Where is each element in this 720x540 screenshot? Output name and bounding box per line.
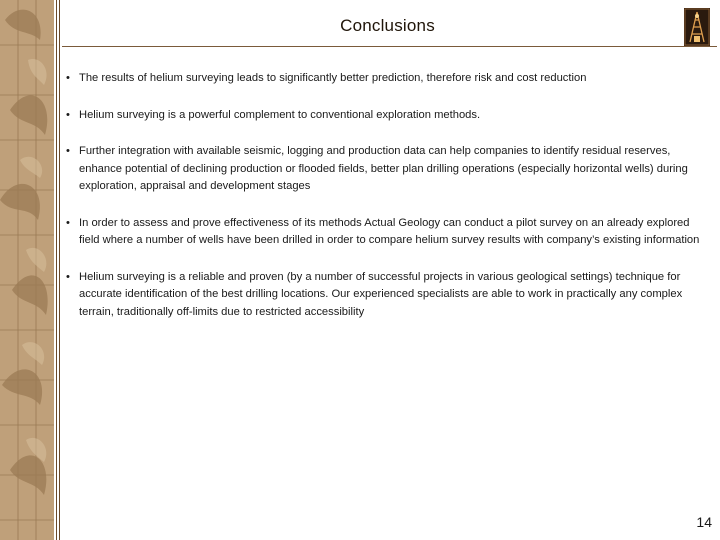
bullet-item [66, 269, 712, 322]
bullet-item [66, 215, 712, 250]
border-rule-inner [59, 0, 60, 540]
bullet-marker: • [66, 72, 70, 84]
bullet-item [66, 143, 712, 196]
page-number: 14 [696, 514, 712, 530]
border-rule-outer [56, 0, 57, 540]
bullet-marker: • [66, 270, 70, 283]
bullet-text: In order to assess and prove effectiveness of its methods Actual Geology can conduct a pilot survey on an already explored field where a number of wells have been drilled in order to compare helium survey results with company’s existing information [79, 216, 700, 246]
leaf-pattern-border [0, 0, 54, 540]
title-divider [62, 46, 717, 47]
bullet-list [66, 70, 712, 340]
oil-derrick-logo-icon [684, 8, 710, 46]
bullet-text: Helium surveying is a powerful complement to conventional exploration methods. [79, 108, 481, 121]
bullet-item [66, 70, 712, 88]
bullet-marker: • [66, 145, 70, 157]
bullet-text: Helium surveying is a reliable and proven (by a number of successful projects in various geological settings) technique for accurate identification of the best drilling locations. Our experienced specialists are able to work in practically any complex terrain, traditionally off-limits due to restricted accessibility [79, 270, 683, 318]
bullet-text: The results of helium surveying leads to significantly better prediction, therefore risk and cost reduction [79, 72, 587, 84]
bullet-text: Further integration with available seismic, logging and production data can help companies to identify residual reserves, enhance potential of declining production or flooded fields, better plan drilling operations (especially horizontal wells) during exploration, appraisal and development stages [79, 145, 688, 192]
bullet-marker: • [66, 216, 70, 229]
bullet-marker: • [66, 108, 70, 121]
slide-title: Conclusions [340, 16, 435, 35]
bullet-item [66, 107, 712, 125]
leaf-pattern-icon [0, 0, 54, 540]
